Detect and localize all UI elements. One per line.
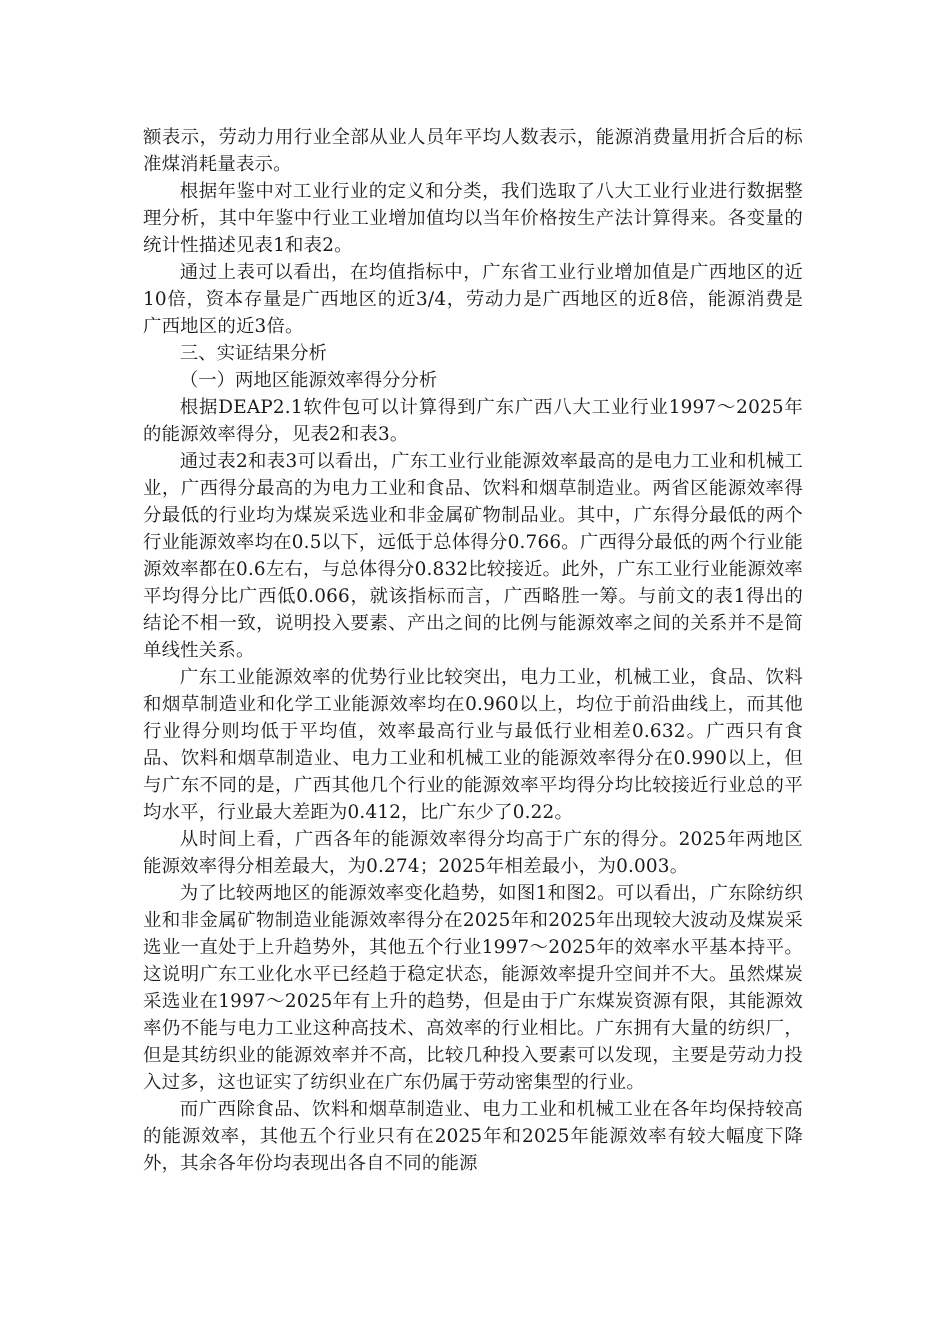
paragraph-continuation: 额表示，劳动力用行业全部从业人员年平均人数表示，能源消费量用折合后的标准煤消耗量表示。 xyxy=(143,127,803,175)
paragraph-trend-guangxi: 而广西除食品、饮料和烟草制造业、电力工业和机械工业在各年均保持较高的能源效率，其他五个行业只有在2025年和2025年能源效率有较大幅度下降外，其余各年份均表现出各自不同的能源 xyxy=(143,1099,803,1174)
paragraph-data-source: 根据年鉴中对工业行业的定义和分类，我们选取了八大工业行业进行数据整理分析，其中年鉴中行业工业增加值均以当年价格按生产法计算得来。各变量的统计性描述见表1和表2。 xyxy=(143,181,803,256)
paragraph-guangdong-advantage: 广东工业能源效率的优势行业比较突出，电力工业，机械工业，食品、饮料和烟草制造业和化学工业能源效率均在0.960以上，均位于前沿曲线上，而其他行业得分则均低于平均值，效率最高行业与最低行业相差0.632。广西只有食品、饮料和烟草制造业、电力工业和机械工业的能源效率得分在0.990以上，但与广东不同的是，广西其他几个行业的能源效率平均得分均比较接近行业总的平均水平，行业最大差距为0.412，比广东少了0.22。 xyxy=(143,667,803,823)
paragraph-table-analysis: 通过表2和表3可以看出，广东工业行业能源效率最高的是电力工业和机械工业，广西得分最高的为电力工业和食品、饮料和烟草制造业。两省区能源效率得分最低的行业均为煤炭采选业和非金属矿物制品业。其中，广东得分最低的两个行业能源效率均在0.5以下，远低于总体得分0.766。广西得分最低的两个行业能源效率都在0.6左右，与总体得分0.832比较接近。此外，广东工业行业能源效率平均得分比广西低0.066，就该指标而言，广西略胜一筹。与前文的表1得出的结论不相一致，说明投入要素、产出之间的比例与能源效率之间的关系并不是简单线性关系。 xyxy=(143,451,803,661)
section-heading: 三、实证结果分析 xyxy=(179,343,327,364)
paragraph-deap: 根据DEAP2.1软件包可以计算得到广东广西八大工业行业1997～2025年的能源效率得分，见表2和表3。 xyxy=(143,397,803,445)
subsection-heading: （一）两地区能源效率得分分析 xyxy=(179,370,438,391)
paragraph-trend-guangdong: 为了比较两地区的能源效率变化趋势，如图1和图2。可以看出，广东除纺织业和非金属矿物制造业能源效率得分在2025年和2025年出现较大波动及煤炭采选业一直处于上升趋势外，其他五个行业1997～2025年的效率水平基本持平。这说明广东工业化水平已经趋于稳定状态，能源效率提升空间并不大。虽然煤炭采选业在1997～2025年有上升的趋势，但是由于广东煤炭资源有限，其能源效率仍不能与电力工业这种高技术、高效率的行业相比。广东拥有大量的纺织厂，但是其纺织业的能源效率并不高，比较几种投入要素可以发现，主要是劳动力投入过多，这也证实了纺织业在广东仍属于劳动密集型的行业。 xyxy=(143,883,803,1093)
document-body xyxy=(143,124,803,1177)
paragraph-mean-comparison: 通过上表可以看出，在均值指标中，广东省工业行业增加值是广西地区的近10倍，资本存量是广西地区的近3/4，劳动力是广西地区的近8倍，能源消费是广西地区的近3倍。 xyxy=(143,262,803,337)
paragraph-time-comparison: 从时间上看，广西各年的能源效率得分均高于广东的得分。2025年两地区能源效率得分相差最大，为0.274；2025年相差最小，为0.003。 xyxy=(143,829,803,877)
